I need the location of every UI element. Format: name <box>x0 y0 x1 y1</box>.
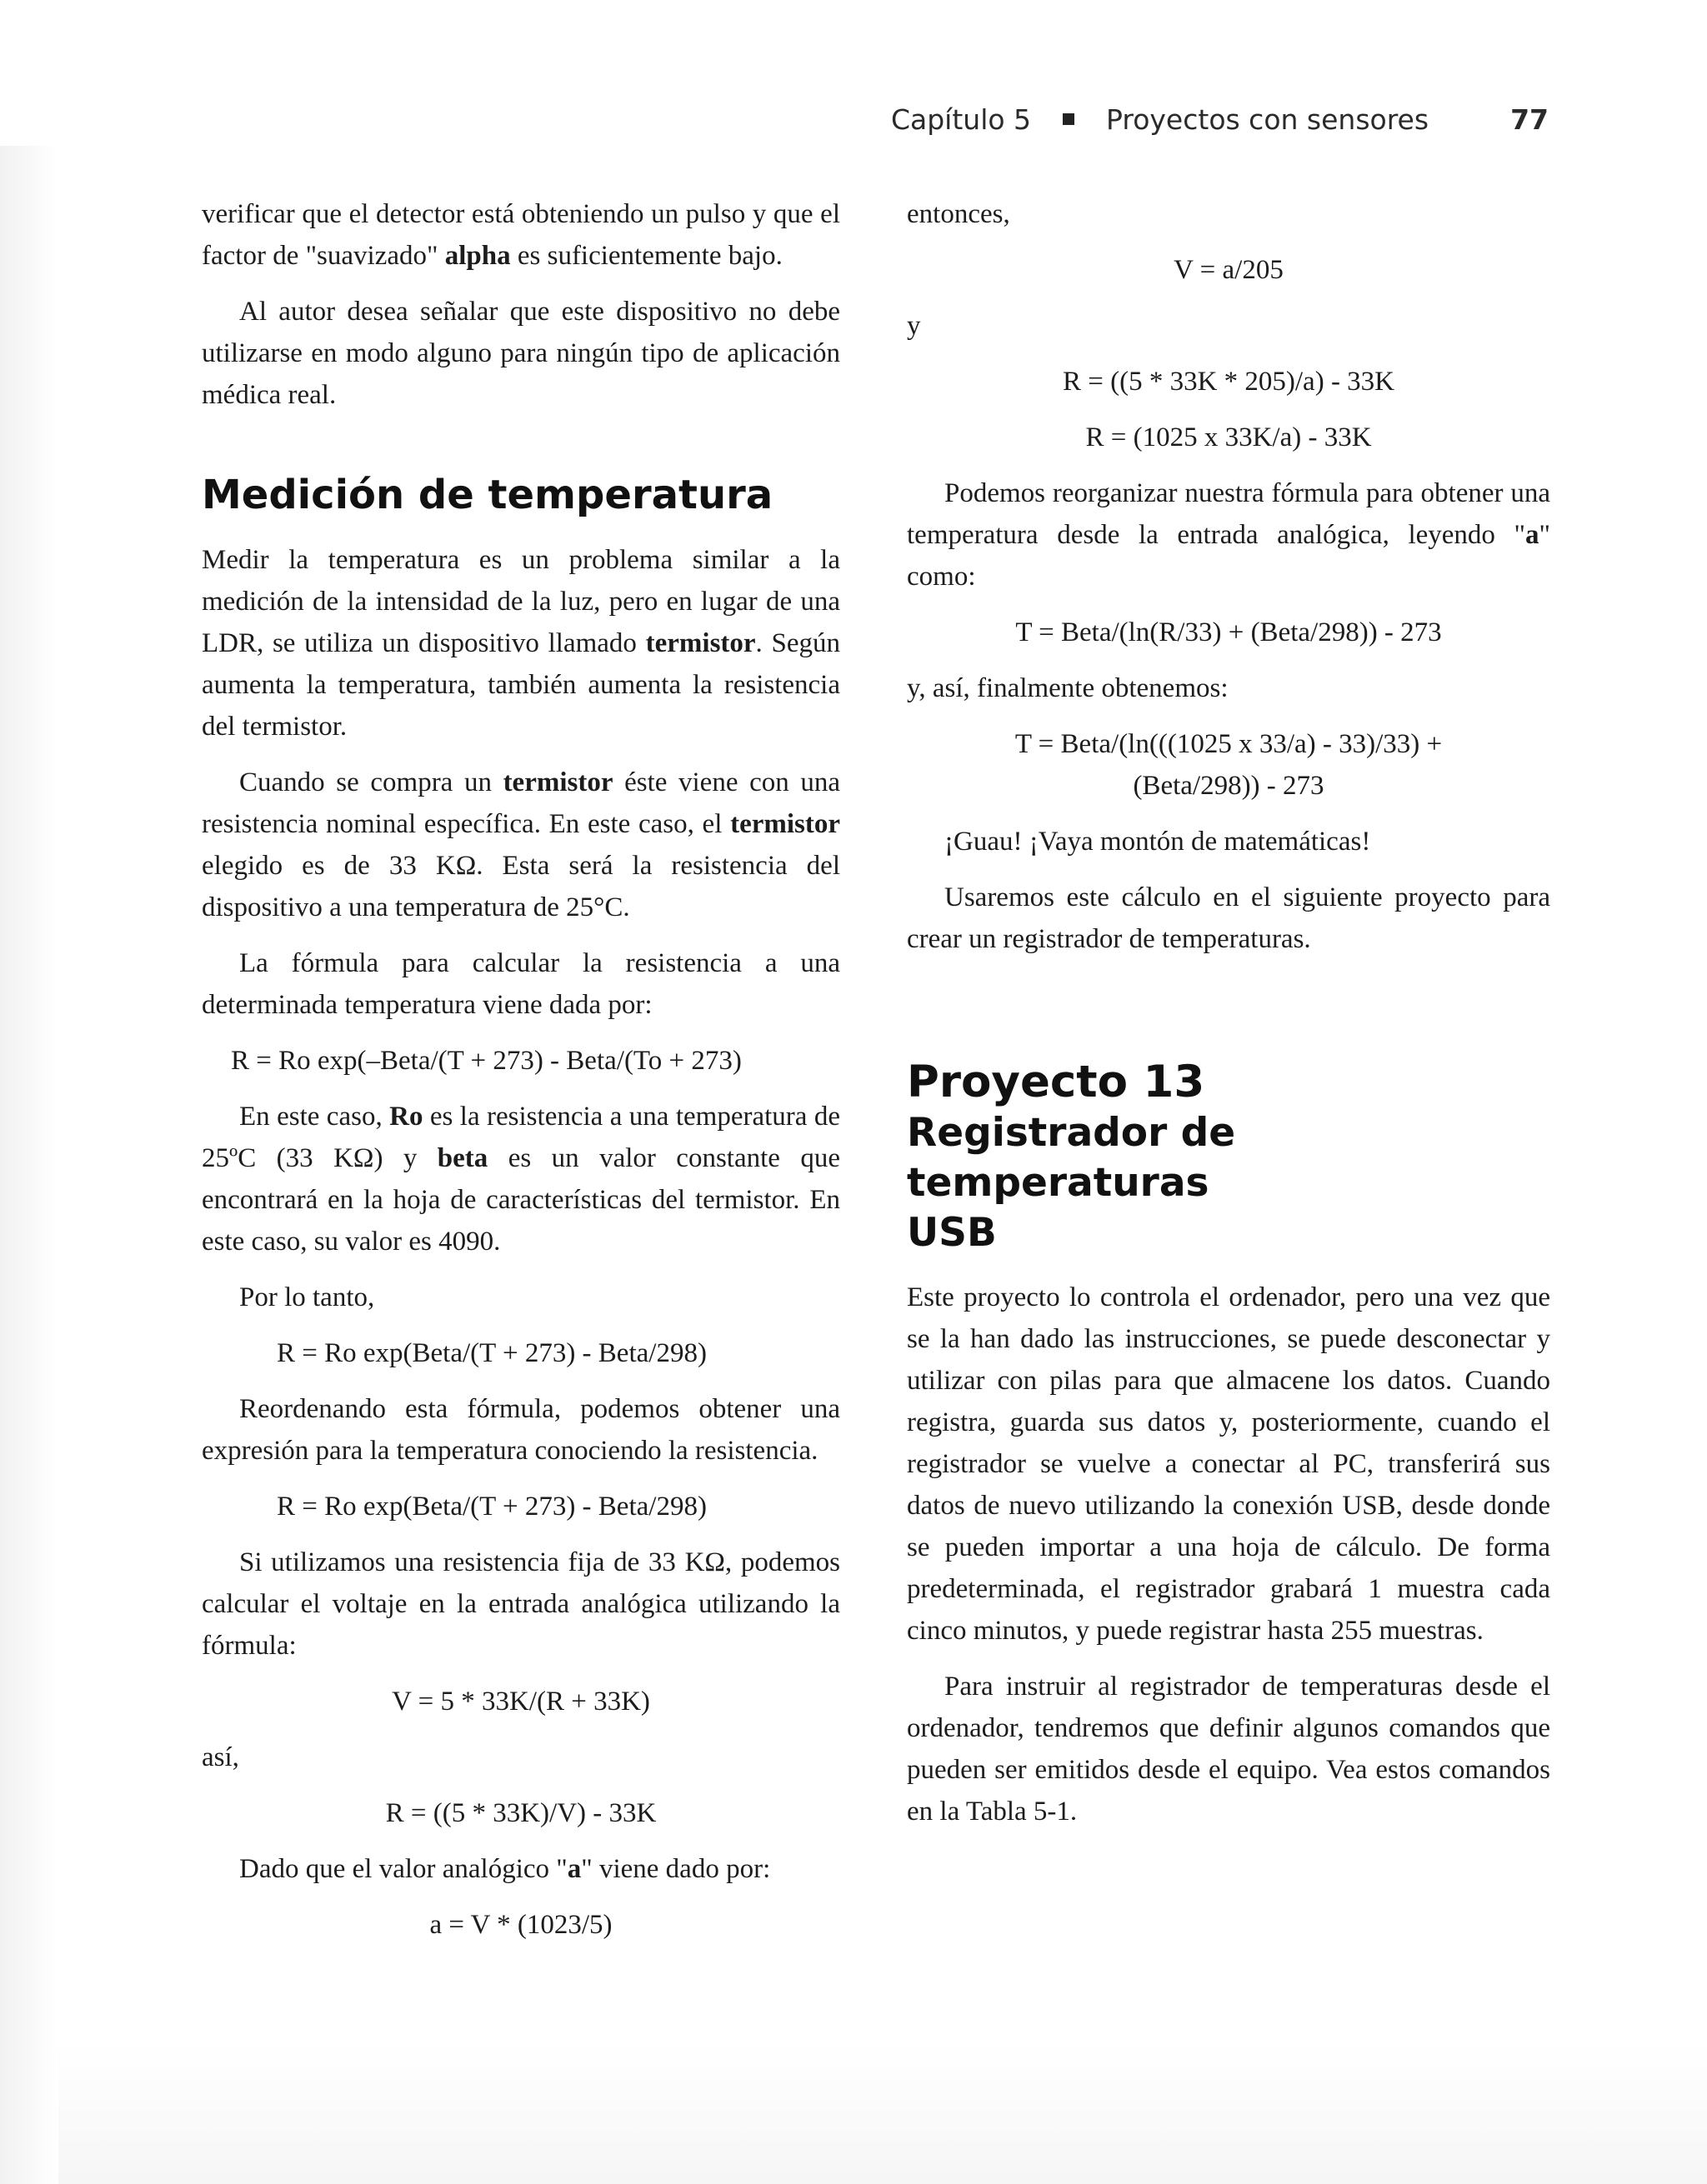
paragraph: Medir la temperatura es un problema similar a la medición de la intensidad de la luz, pero en lugar de una LDR, se utiliza un dispositivo llamado termistor. Según aumenta la temperatura, también aumenta la resistencia del termistor. <box>202 545 841 742</box>
paragraph: Este proyecto lo controla el ordenador, pero una vez que se la han dado las instrucciones, se puede desconectar y utilizar con pilas para que almacene los datos. Cuando registra, guarda sus datos y, posteriormente, cuando el registrador se vuelve a conectar al PC, transferirá sus datos de nuevo utilizando la conexión USB, desde donde se pueden importar a una hoja de cálculo. De forma predeterminada, el registrador grabará 1 muestra cada cinco minutos, y puede registrar hasta 255 muestras. <box>907 1282 1550 1646</box>
formula: V = 5 * 33K/(R + 33K) <box>392 1687 650 1717</box>
page-edge-shadow <box>0 146 58 2184</box>
project-title: Proyecto 13 <box>907 1057 1205 1107</box>
project-subtitle: USB <box>907 1210 997 1256</box>
paragraph: verificar que el detector está obteniendo un pulso y que el factor de "suavizado" alpha es suficientemente bajo. <box>202 199 840 271</box>
paragraph: La fórmula para calcular la resistencia a una determinada temperatura viene dada por: <box>202 948 840 1020</box>
formula: R = Ro exp(–Beta/(T + 273) - Beta/(To + 273) <box>231 1046 742 1076</box>
paragraph: así, <box>202 1742 239 1772</box>
running-header <box>891 98 1549 140</box>
paragraph: Por lo tanto, <box>239 1282 375 1312</box>
page-bottom-shadow <box>58 2042 1707 2184</box>
formula: T = Beta/(ln(((1025 x 33/a) - 33)/33) + <box>1014 729 1443 759</box>
paragraph: En este caso, Ro es la resistencia a una temperatura de 25ºC (33 KΩ) y beta es un valor constante que encontrará en la hoja de características del termistor. En este caso, su valor es 4090. <box>202 1102 841 1257</box>
formula: V = a/205 <box>1174 255 1284 285</box>
formula: R = ((5 * 33K * 205)/a) - 33K <box>1062 367 1395 397</box>
chapter-label: Capítulo 5 <box>890 102 1032 136</box>
formula: T = Beta/(ln(R/33) + (Beta/298)) - 273 <box>1015 617 1442 647</box>
paragraph: y <box>907 311 921 341</box>
formula: R = Ro exp(Beta/(T + 273) - Beta/298) <box>277 1492 707 1522</box>
left-column <box>202 193 840 1960</box>
paragraph: ¡Guau! ¡Vaya montón de matemáticas! <box>944 827 1371 857</box>
paragraph: Para instruir al registrador de temperaturas desde el ordenador, tendremos que definir algunos comandos que pueden ser emitidos desde el equipo. Vea estos comandos en la Tabla 5-1. <box>907 1672 1550 1827</box>
paragraph: Cuando se compra un termistor éste viene con una resistencia nominal específica. En este caso, el termistor elegido es de 33 KΩ. Esta será la resistencia del dispositivo a una temperatura de 25°C. <box>202 767 840 922</box>
formula: (Beta/298)) - 273 <box>1133 771 1324 801</box>
paragraph: Si utilizamos una resistencia fija de 33 KΩ, podemos calcular el voltaje en la entrada analógica utilizando la fórmula: <box>202 1547 840 1661</box>
square-bullet-icon <box>1063 113 1074 125</box>
formula: R = (1025 x 33K/a) - 33K <box>1085 422 1372 452</box>
section-label: Proyectos con sensores <box>1106 102 1429 136</box>
project-subtitle: Registrador de temperaturas <box>907 1110 1236 1206</box>
paragraph: Usaremos este cálculo en el siguiente proyecto para crear un registrador de temperaturas. <box>907 882 1550 954</box>
paragraph: Dado que el valor analógico "a" viene dado por: <box>239 1854 771 1884</box>
page-number: 77 <box>1510 102 1549 136</box>
paragraph: entonces, <box>907 199 1010 229</box>
formula: R = ((5 * 33K)/V) - 33K <box>385 1798 657 1828</box>
project-heading <box>907 1057 1550 1258</box>
paragraph: y, así, finalmente obtenemos: <box>907 673 1229 703</box>
paragraph: Reordenando esta fórmula, podemos obtener una expresión para la temperatura conociendo la resistencia. <box>202 1394 840 1466</box>
formula: a = V * (1023/5) <box>429 1910 613 1940</box>
paragraph: Podemos reorganizar nuestra fórmula para obtener una temperatura desde la entrada analógica, leyendo "a" como: <box>907 478 1550 592</box>
right-column <box>907 193 1550 1847</box>
paragraph: Al autor desea señalar que este dispositivo no debe utilizarse en modo alguno para ningún tipo de aplicación médica real. <box>202 297 840 410</box>
section-heading: Medición de temperatura <box>202 472 773 518</box>
formula: R = Ro exp(Beta/(T + 273) - Beta/298) <box>277 1338 707 1368</box>
